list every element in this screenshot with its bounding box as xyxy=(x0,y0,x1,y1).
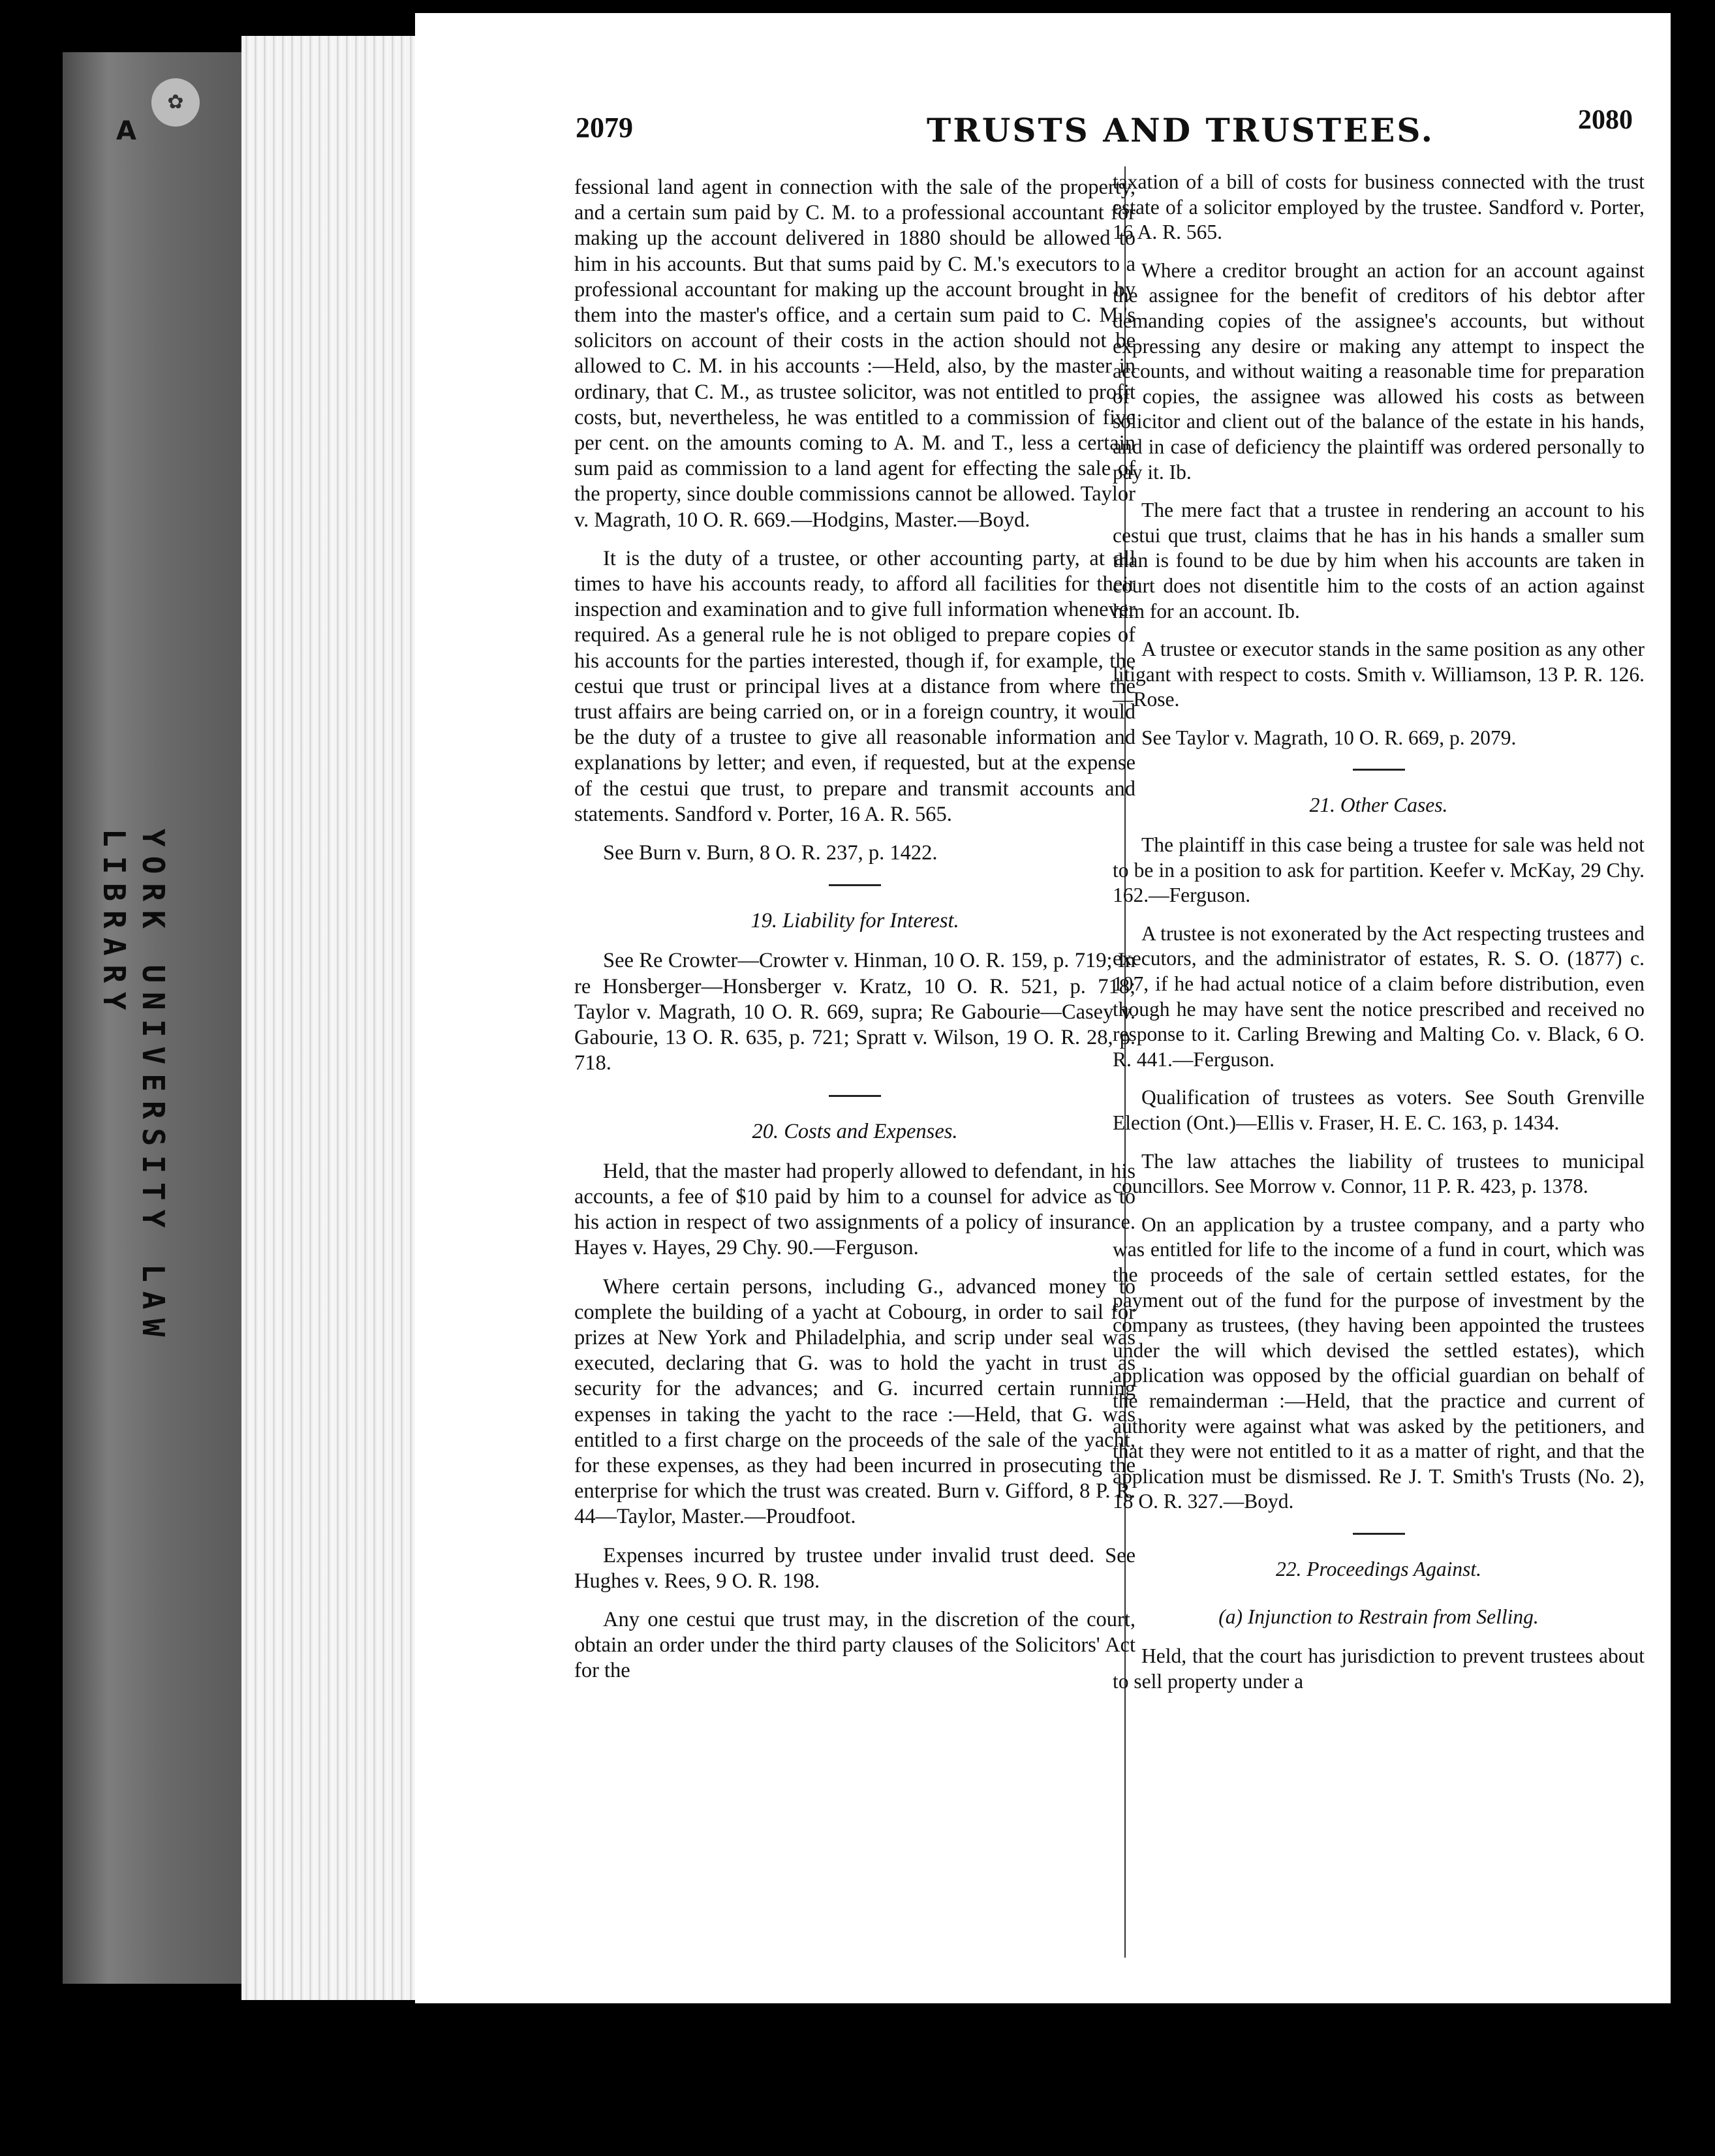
section-rule xyxy=(829,884,881,886)
left-column xyxy=(574,175,1136,1697)
section-rule xyxy=(1353,1533,1405,1535)
section-heading: 21. Other Cases. xyxy=(1309,793,1448,817)
paragraph: The plaintiff in this case being a trustee for sale was held not to be in a position to ask for partition. Keefer v. McKay, 29 Chy. 162.—Ferguson. xyxy=(1113,833,1645,907)
paragraph: On an application by a trustee company, and a party who was entitled for life to the income of a fund in court, which was the proceeds of the sale of certain settled estates, for the payment out of the fund for the purpose of investment by the company as trustees, (they having been appointed the trustees under the will which devised the settled estates), which application was opposed by the official guardian on behalf of the remainderman :—Held, that the practice and current of authority were against what was asked by the petitioners, and that they were not entitled to it as a matter of right, and that the application must be dismissed. Re J. T. Smith's Trusts (No. 2), 18 O. R. 327.—Boyd. xyxy=(1113,1212,1645,1513)
spine-mark: A xyxy=(116,116,136,146)
paragraph: The mere fact that a trustee in rendering an account to his cestui que trust, claims that he has in his hands a smaller sum than is found to be due by him when his accounts are taken in court does not disentitle him to the costs of an action against him for an account. Ib. xyxy=(1113,499,1645,623)
paragraph: taxation of a bill of costs for business connected with the trust estate of a solicitor employed by the trustee. Sandford v. Porter, 16 A. R. 565. xyxy=(1113,170,1645,244)
section-rule xyxy=(829,1095,881,1097)
page-number-left: 2079 xyxy=(576,112,633,144)
paragraph: The law attaches the liability of trustees to municipal councillors. See Morrow v. Connor, 11 P. R. 423, p. 1378. xyxy=(1113,1149,1645,1198)
section-rule xyxy=(1353,769,1405,771)
paragraph: Where a creditor brought an action for an account against the assignee for the benefit of creditors of his debtor after demanding copies of the assignee's accounts, but without expressing any desire or making any attempt to inspect the accounts, and without waiting a reasonable time for preparation of copies, the assignee was allowed his costs as between solicitor and client out of the balance of the estate in his hands, and in case of deficiency the plaintiff was ordered personally to pay it. Ib. xyxy=(1113,258,1645,484)
paragraph: Expenses incurred by trustee under invalid trust deed. See Hughes v. Rees, 9 O. R. 198. xyxy=(574,1543,1136,1593)
page-edges xyxy=(241,36,418,2000)
right-column xyxy=(1113,170,1645,1707)
paragraph: A trustee or executor stands in the same position as any other litigant with respect to costs. Smith v. Williamson, 13 P. R. 126.—Rose. xyxy=(1113,638,1645,711)
paragraph: It is the duty of a trustee, or other accounting party, at all times to have his accounts ready, to afford all facilities for their inspection and examination and to give full information whenever required. As a general rule he is not obliged to prepare copies of his accounts for the parties interested, though if, for example, the cestui que trust or principal lives at a distance from where the trust affairs are being carried on, or in a foreign country, it would be the duty of a trustee to give all reasonable information and explanations by letter; and even, if requested, but at the expense of the cestui que trust, to prepare and transmit accounts and statements. Sandford v. Porter, 16 A. R. 565. xyxy=(574,546,1136,826)
section-heading: 20. Costs and Expenses. xyxy=(752,1119,958,1143)
paragraph: See Burn v. Burn, 8 O. R. 237, p. 1422. xyxy=(603,841,938,865)
library-seal-icon: ✿ xyxy=(151,78,200,127)
page-number-right: 2080 xyxy=(1578,105,1633,135)
scan-border xyxy=(1671,0,1715,2156)
subsection-heading: (a) Injunction to Restrain from Selling. xyxy=(1218,1605,1539,1628)
section-heading: 22. Proceedings Against. xyxy=(1276,1557,1481,1580)
paragraph: See Taylor v. Magrath, 10 O. R. 669, p. 2079. xyxy=(1141,726,1517,749)
section-heading: 19. Liability for Interest. xyxy=(750,909,959,933)
library-stamp: YORK UNIVERSITY LAW LIBRARY xyxy=(97,829,171,1346)
paragraph: Any one cestui que trust may, in the discretion of the court, obtain an order under the third party clauses of the Solicitors' Act for the xyxy=(574,1607,1136,1683)
paragraph: fessional land agent in connection with the sale of the property, and a certain sum paid by C. M. to a professional accountant for making up the account delivered in 1880 should be allowed to him in his accounts. But that sums paid by C. M.'s executors to a professional accountant for making up the account brought in by them into the master's office, and a certain sum paid to C. M.'s solicitors on account of their costs in the action should not be allowed to C. M. in his accounts :—Held, also, by the master in ordinary, that C. M., as trustee solicitor, was not entitled to profit costs, but, nevertheless, he was entitled to a commission of five per cent. on the amounts coming to A. M. and T., less a certain sum paid as commission to a land agent for effecting the sale of the property, since double commissions cannot be allowed. Taylor v. Magrath, 10 O. R. 669.—Hodgins, Master.—Boyd. xyxy=(574,176,1136,532)
paragraph: Where certain persons, including G., advanced money to complete the building of a yacht at Cobourg, in order to sail for prizes at New York and Philadelphia, and scrip under seal was executed, declaring that G. was to hold the yacht in trust as security for the advances; and G. incurred certain running expenses in taking the yacht to the race :—Held, that G. was entitled to a first charge on the proceeds of the sale of the yacht, for these expenses, as they had been incurred in prosecuting the enterprise for which the trust was created. Burn v. Gifford, 8 P. R. 44—Taylor, Master.—Proudfoot. xyxy=(574,1274,1136,1529)
running-title: TRUSTS AND TRUSTEES. xyxy=(927,111,1435,149)
paragraph: Held, that the court has jurisdiction to prevent trustees about to sell property under a xyxy=(1113,1644,1645,1693)
paragraph: A trustee is not exonerated by the Act respecting trustees and executors, and the administrator of estates, R. S. O. (1877) c. 107, if he had actual notice of a claim before distribution, even though he may have sent the notice prescribed and received no response to it. Carling Brewing and Malting Co. v. Black, 6 O. R. 441.—Ferguson. xyxy=(1113,921,1645,1071)
paragraph: Held, that the master had properly allowed to defendant, in his accounts, a fee of $10 paid by him to a counsel for advice as to his action in respect of two assignments of a policy of insurance. Hayes v. Hayes, 29 Chy. 90.—Ferguson. xyxy=(574,1159,1136,1260)
paragraph: See Re Crowter—Crowter v. Hinman, 10 O. R. 159, p. 719; In re Honsberger—Honsberger v. Kratz, 10 O. R. 521, p. 718; Taylor v. Magrath, 10 O. R. 669, supra; Re Gabourie—Casey v. Gabourie, 13 O. R. 635, p. 721; Spratt v. Wilson, 19 O. R. 28, p. 718. xyxy=(574,949,1136,1075)
paragraph: Qualification of trustees as voters. See South Grenville Election (Ont.)—Ellis v. Fraser, H. E. C. 163, p. 1434. xyxy=(1113,1086,1645,1134)
